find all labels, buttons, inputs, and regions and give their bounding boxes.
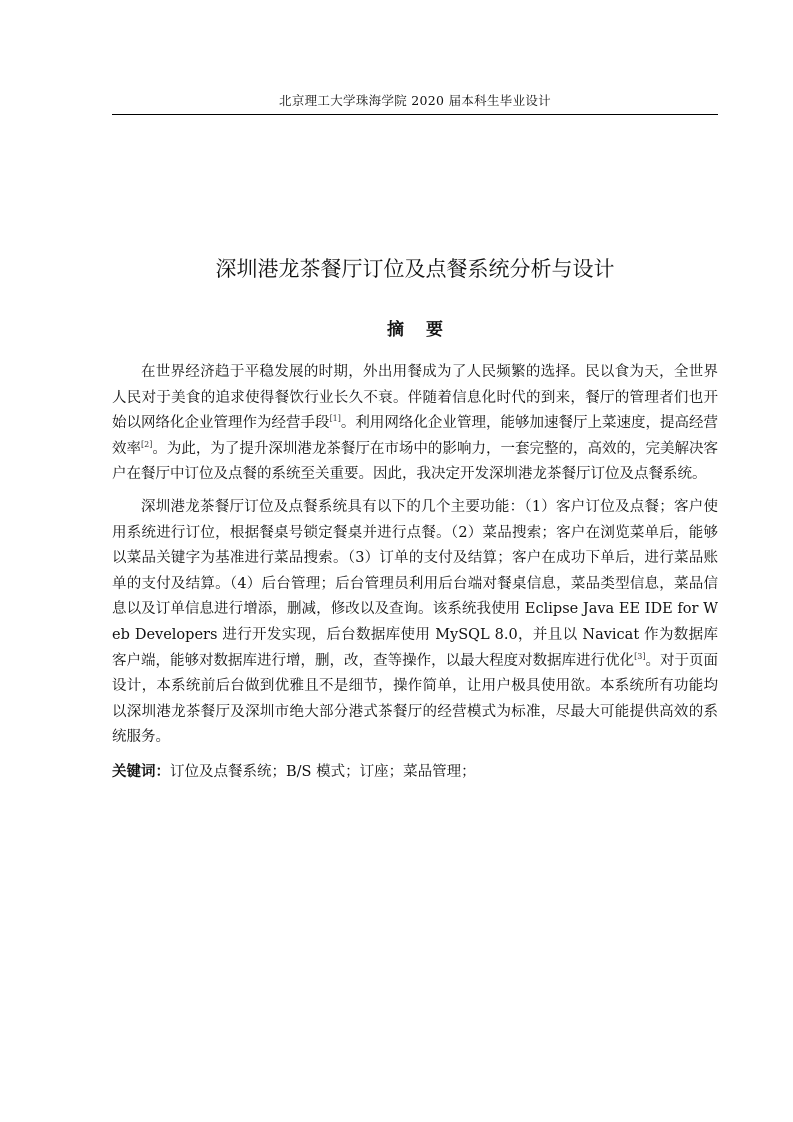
abstract-paragraph-2 (112, 495, 718, 751)
keywords-text: 订位及点餐系统；B/S 模式；订座；菜品管理； (170, 763, 476, 780)
citation-1: [1] (329, 414, 341, 424)
citation-2: [2] (141, 439, 153, 449)
keywords-line (112, 759, 718, 786)
header-divider (112, 114, 718, 115)
paragraph-1-text-c: 。为此，为了提升深圳港龙茶餐厅在市场中的影响力，一套完整的，高效的，完美解决客户在餐厅中订位及点餐的系统至关重要。因此，我决定开发深圳港龙茶餐厅订位及点餐系统。 (112, 440, 719, 483)
keywords-label: 关键词： (112, 762, 170, 780)
abstract-body (112, 360, 718, 786)
abstract-heading: 摘要 (387, 320, 465, 340)
paragraph-1-text-b: 。利用网络化企业管理，能够加速餐厅上菜速度，提高经营效率 (112, 415, 719, 457)
running-header: 北京理工大学珠海学院 2020 届本科生毕业设计 (279, 93, 551, 108)
paragraph-2-text-b: 。对于页面设计，本系统前后台做到优雅且不是细节，操作简单，让用户极具使用欲。本系统所有功能均以深圳港龙茶餐厅及深圳市绝大部分港式茶餐厅的经营模式为标准，尽最大可能提供高效的系统服务。 (112, 652, 719, 746)
abstract-paragraph-1 (112, 360, 718, 488)
paragraph-1-text-a: 在世界经济趋于平稳发展的时期，外出用餐成为了人民频繁的选择。民以食为天，全世界人民对于美食的追求使得餐饮行业长久不衰。伴随着信息化时代的到来，餐厅的管理者们也开始以网络化企业管理作为经营手段 (112, 364, 718, 432)
citation-3: [3] (634, 651, 646, 661)
paragraph-2-text-a: 深圳港龙茶餐厅订位及点餐系统具有以下的几个主要功能：（1）客户订位及点餐；客户使用系统进行订位，根据餐桌号锁定餐桌并进行点餐。（2）菜品搜索；客户在浏览菜单后，能够以菜品关键字为基准进行菜品搜索。（3）订单的支付及结算；客户在成功下单后，进行菜品账单的支付及结算。（4）后台管理；后台管理员利用后台端对餐桌信息，菜品类型信息，菜品信息以及订单信息进行增添，删减，修改以及查询。该系统我使用 Eclipse Java EE IDE for Web Developers 进行开发实现，后台数据库使用 MySQL 8.0，并且以 Navicat 作为数据库客户端，能够对数据库进行增，删，改，查等操作，以最大程度对数据库进行优化 (112, 498, 718, 669)
paper-title: 深圳港龙茶餐厅订位及点餐系统分析与设计 (215, 257, 615, 281)
